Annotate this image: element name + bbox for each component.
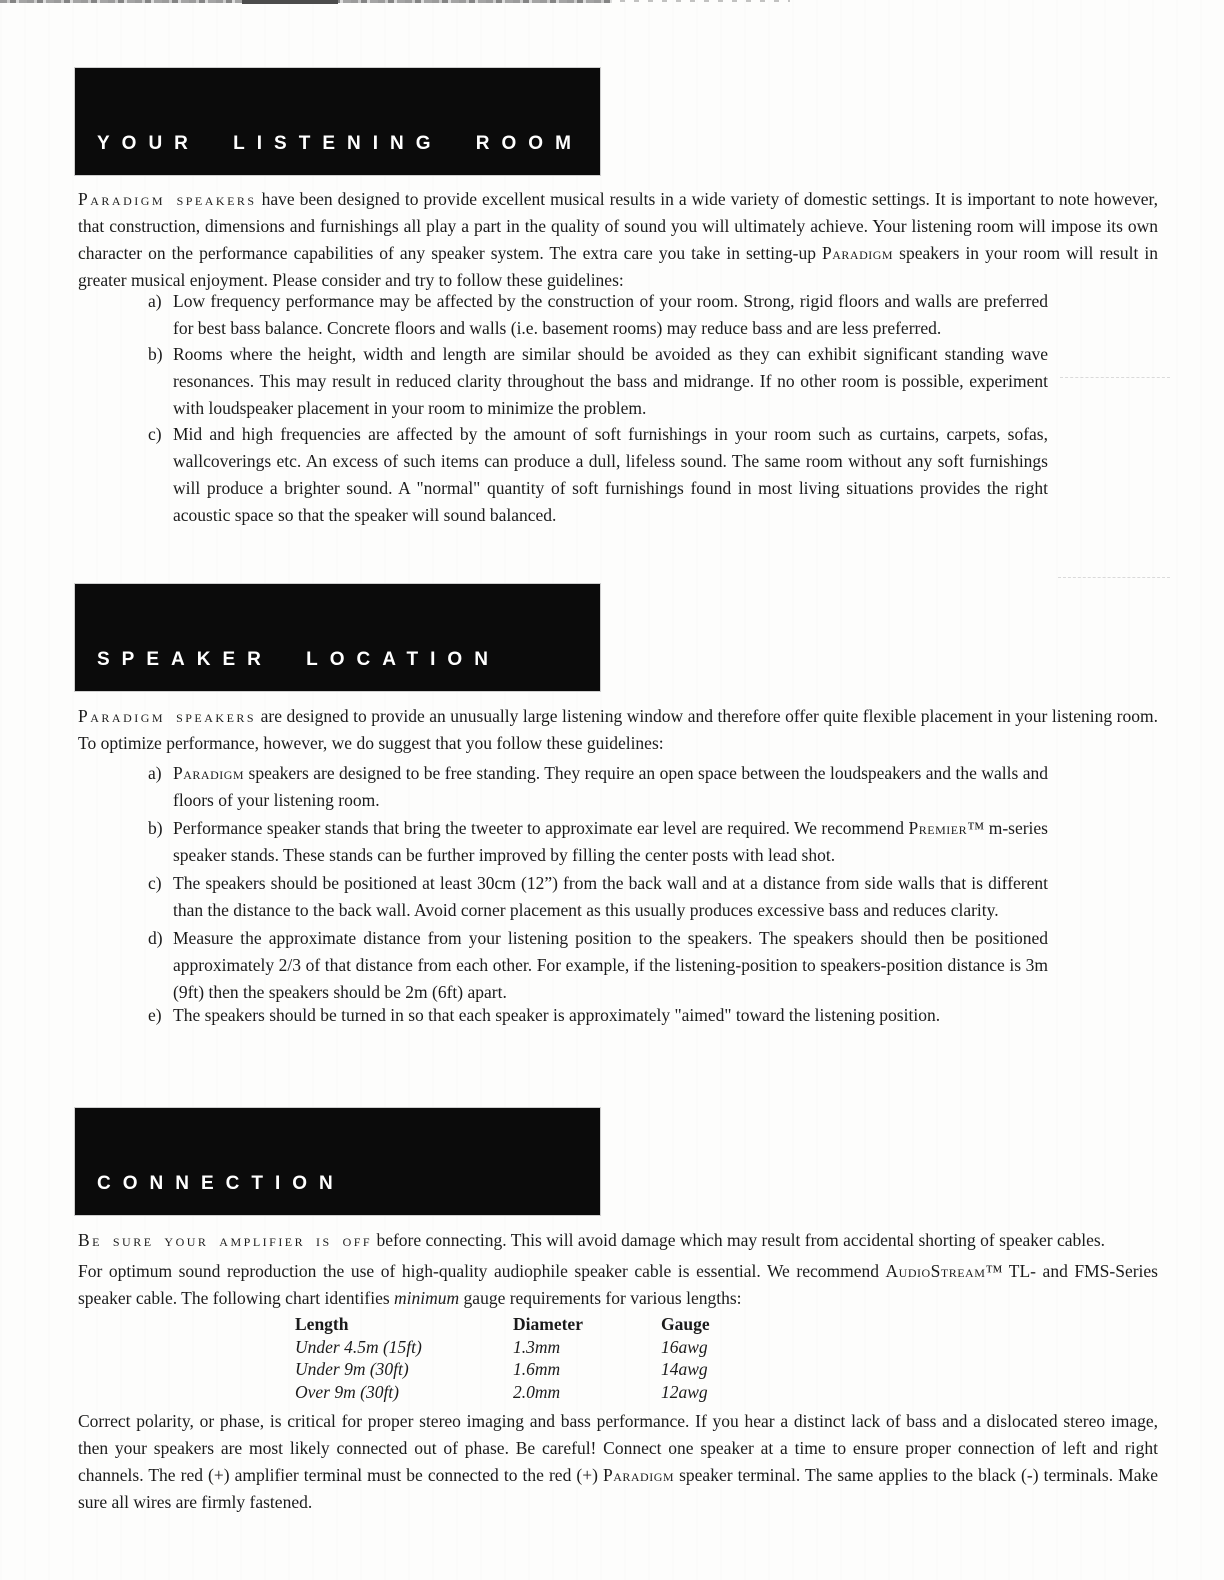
text-run: have been designed to provide excellent musical results in a wide variety of domestic settings. It is important to note however, that construction, dimensions and furnishings all play a part in the quality of sound you will ultimately achieve. Your listening room will impose its own character on the performance capabilities of any speaker system. The extra care you take in setting-up: [78, 189, 1158, 263]
table-header-row: [295, 1313, 771, 1336]
table-header-gauge: Gauge: [661, 1314, 710, 1334]
text-run: Correct polarity, or phase, is critical for proper stereo imaging and bass performance. If you hear a distinct lack of bass and a dislocated stereo image, then your speakers are most likely connected out of phase. Be careful! Connect one speaker at a time to ensure proper connection of left and right channels. The red (+) amplifier terminal must be connected to the red (+): [78, 1411, 1158, 1485]
table-cell-length: Under 9m (30ft): [295, 1359, 409, 1379]
speaker-location-intro-paragraph: [78, 703, 1158, 757]
table-cell-length: Over 9m (30ft): [295, 1381, 400, 1402]
text-run: speaker terminal. The same applies to the black (-) terminals. Make sure all wires are firmly fastened.: [78, 1465, 1158, 1512]
scan-artifact-dashes: [1060, 377, 1170, 378]
text-run: Low frequency performance may be affected by the construction of your room. Strong, rigid floors and walls are preferred for best bass balance. Concrete floors and walls (i.e. basement rooms) may reduce bass and are less preferred.: [173, 291, 1048, 338]
connection-warning-paragraph: [78, 1227, 1158, 1254]
brand-name-text: Paradigm: [822, 243, 894, 263]
text-run: speakers in your room will result in greater musical enjoyment. Please consider and try to follow these guidelines:: [78, 243, 1158, 290]
emphasized-text: minimum: [394, 1288, 460, 1308]
scan-artifact-dashes: [1058, 577, 1170, 578]
listening-room-intro-paragraph: [78, 186, 1158, 294]
section-header-bar-speaker-location: [75, 584, 600, 691]
brand-name-text: Paradigm: [602, 1465, 675, 1485]
section-title-speaker-location: SPEAKER LOCATION: [97, 649, 500, 670]
cable-gauge-table: [295, 1313, 771, 1403]
list-marker: d): [148, 928, 163, 948]
text-run: Measure the approximate distance from your listening position to the speakers. The speakers should then be positioned approximately 2/3 of that distance from each other. For example, if the listening-position to speakers-position distance is 3m (9ft) then the speakers should be 2m (6ft) apart.: [173, 928, 1048, 1002]
scan-artifact-top-dark: [242, 0, 338, 4]
list-item-c: [148, 421, 1048, 529]
table-row: [295, 1336, 771, 1359]
list-marker: a): [148, 763, 162, 783]
connection-cable-paragraph: [78, 1258, 1158, 1312]
list-item-d: [148, 925, 1048, 1006]
text-run: The speakers should be turned in so that each speaker is approximately "aimed" toward the listening position.: [173, 1005, 941, 1025]
brand-name-text: Paradigm: [173, 763, 245, 783]
list-item-a: [148, 288, 1048, 342]
table-cell-gauge: 12awg: [661, 1381, 708, 1402]
brand-name-text: AudioStream: [885, 1261, 986, 1281]
lead-in-text: Paradigm speakers: [78, 706, 257, 726]
connection-polarity-paragraph: [78, 1408, 1158, 1516]
text-run: before connecting. This will avoid damage which may result from accidental shorting of speaker cables.: [372, 1230, 1106, 1250]
list-item-e: [148, 1002, 1048, 1029]
table-header-length: Length: [295, 1314, 349, 1334]
table-cell-diameter: 1.6mm: [513, 1359, 561, 1379]
table-cell-length: Under 4.5m (15ft): [295, 1336, 422, 1357]
text-run: For optimum sound reproduction the use of high-quality audiophile speaker cable is essential. We recommend: [78, 1261, 886, 1281]
table-cell-gauge: 14awg: [661, 1359, 708, 1379]
table-cell-gauge: 16awg: [661, 1336, 708, 1357]
table-header-diameter: Diameter: [513, 1314, 583, 1334]
list-marker: c): [148, 424, 162, 444]
text-run: Mid and high frequencies are affected by the amount of soft furnishings in your room such as curtains, carpets, sofas, wallcoverings etc. An excess of such items can produce a dull, lifeless sound. The same room without any soft furnishings will produce a brighter sound. A "normal" quantity of soft furnishings found in most living situations provides the right acoustic space so that the speaker will sound balanced.: [173, 424, 1048, 525]
list-item-b: [148, 815, 1048, 869]
table-row: [295, 1358, 771, 1381]
list-marker: c): [148, 873, 162, 893]
text-run: ™ TL- and FMS-Series speaker cable. The following chart identifies: [78, 1261, 1158, 1308]
lead-in-text: Be sure your amplifier is off: [78, 1230, 373, 1250]
list-marker: b): [148, 344, 163, 364]
text-run: ™ m-series speaker stands. These stands can be further improved by filling the center posts with lead shot.: [173, 818, 1048, 865]
text-run: Performance speaker stands that bring the tweeter to approximate ear level are required. We recommend: [173, 818, 909, 838]
list-marker: a): [148, 291, 162, 311]
text-run: speakers are designed to be free standing. They require an open space between the loudspeakers and the walls and floors of your listening room.: [173, 763, 1048, 810]
section-title-connection: CONNECTION: [97, 1173, 345, 1194]
lead-in-text: Paradigm speakers: [78, 189, 257, 209]
list-item-b: [148, 341, 1048, 422]
section-title-listening-room: YOUR LISTENING ROOM: [97, 133, 583, 154]
text-run: Rooms where the height, width and length are similar should be avoided as they can exhibit significant standing wave resonances. This may result in reduced clarity throughout the bass and midrange. If no other room is possible, experiment with loudspeaker placement in your room to minimize the problem.: [173, 344, 1048, 418]
scan-artifact-top-right: [620, 0, 790, 2]
text-run: gauge requirements for various lengths:: [459, 1288, 742, 1308]
list-marker: e): [148, 1005, 162, 1025]
text-run: are designed to provide an unusually large listening window and therefore offer quite flexible placement in your listening room. To optimize performance, however, we do suggest that you follow these guidelines:: [78, 706, 1158, 753]
list-item-c: [148, 870, 1048, 924]
section-header-bar-listening-room: [75, 68, 600, 175]
list-item-a: [148, 760, 1048, 814]
brand-name-text: Premier: [908, 818, 968, 838]
section-header-bar-connection: [75, 1108, 600, 1215]
list-marker: b): [148, 818, 163, 838]
table-cell-diameter: 2.0mm: [513, 1381, 561, 1402]
table-row: [295, 1381, 771, 1404]
text-run: The speakers should be positioned at least 30cm (12”) from the back wall and at a distance from side walls that is different than the distance to the back wall. Avoid corner placement as this usually produces excessive bass and reduces clarity.: [173, 873, 1048, 920]
table-cell-diameter: 1.3mm: [513, 1336, 561, 1357]
